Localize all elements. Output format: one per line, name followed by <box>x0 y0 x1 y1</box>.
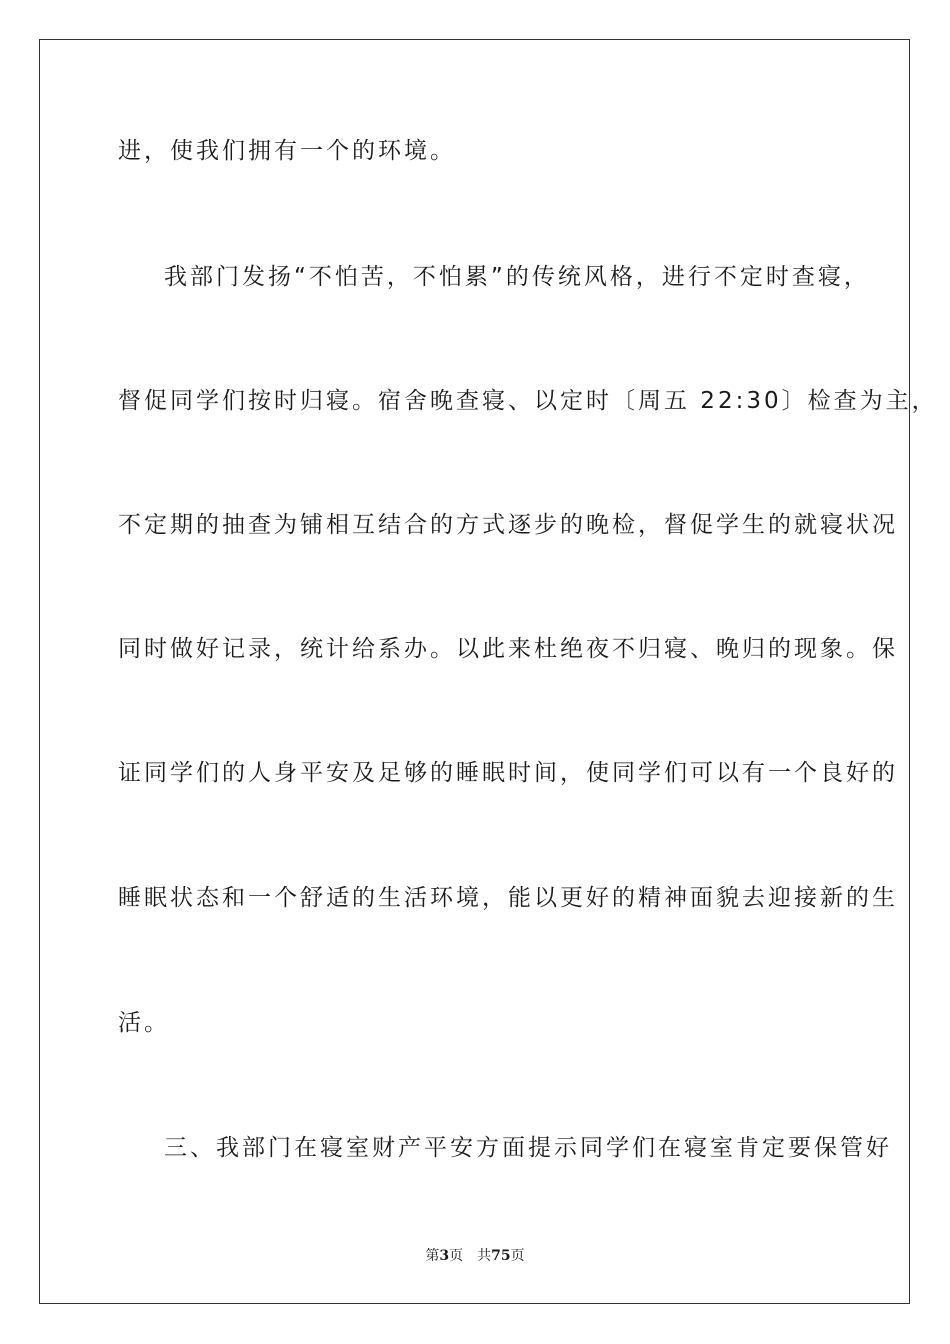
text-line-3: 督促同学们按时归寝。宿舍晚查寝、以定时〔周五 22:30〕检查为主， <box>118 388 938 414</box>
text-line-6: 证同学们的人身平安及足够的睡眠时间，使同学们可以有一个良好的 <box>118 760 898 786</box>
total-prefix: 共 <box>477 1248 492 1264</box>
page-suffix: 页 <box>449 1248 464 1264</box>
page-number: 3 <box>439 1248 450 1264</box>
total-suffix: 页 <box>510 1248 525 1264</box>
page-prefix: 第 <box>425 1248 440 1264</box>
paragraph-start-line: 我部门发扬“不怕苦，不怕累”的传统风格，进行不定时查寝， <box>164 264 870 290</box>
text-line-8: 活。 <box>118 1010 170 1036</box>
text-line-7: 睡眠状态和一个舒适的生活环境，能以更好的精神面貌去迎接新的生 <box>118 885 898 911</box>
page-footer <box>0 1247 950 1265</box>
total-pages: 75 <box>491 1248 511 1264</box>
text-line-4: 不定期的抽查为铺相互结合的方式逐步的晚检，督促学生的就寝状况 <box>118 512 898 538</box>
section-three-line: 三、我部门在寝室财产平安方面提示同学们在寝室肯定要保管好 <box>164 1135 892 1161</box>
text-line-1: 进，使我们拥有一个的环境。 <box>118 138 456 164</box>
text-line-5: 同时做好记录，统计给系办。以此来杜绝夜不归寝、晚归的现象。保 <box>118 636 898 662</box>
page-border <box>39 39 910 1304</box>
